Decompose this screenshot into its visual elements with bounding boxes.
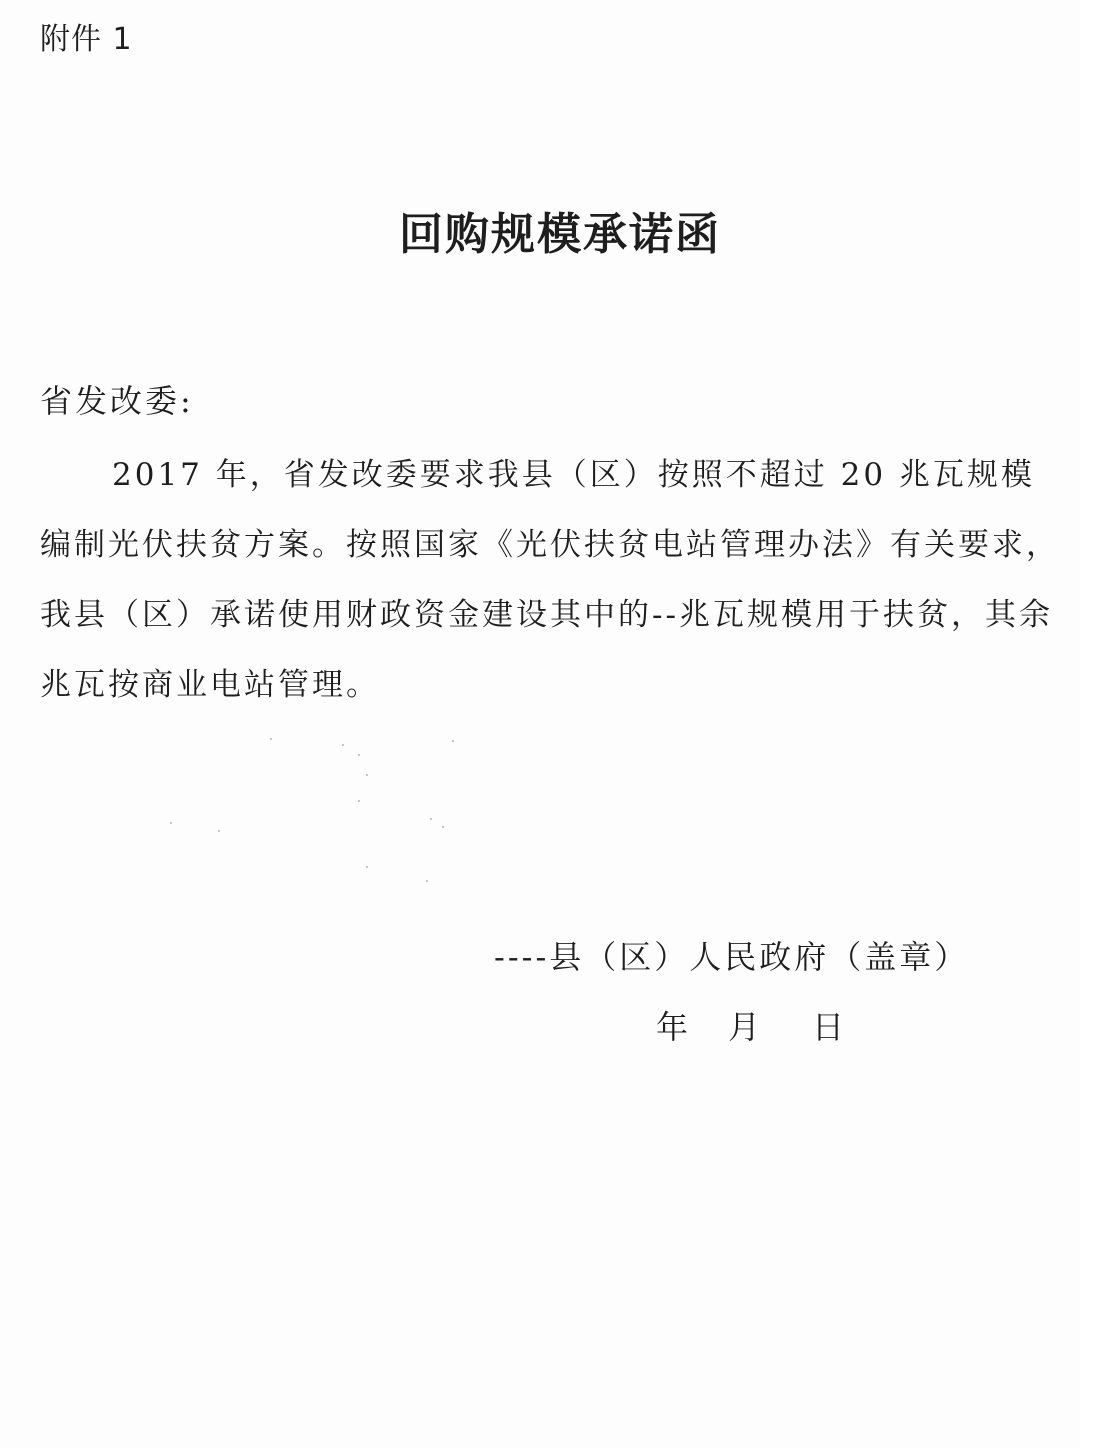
date-line: [656, 1002, 844, 1048]
body-paragraph: 2017 年，省发改委要求我县（区）按照不超过 20 兆瓦规模编制光伏扶贫方案。按照国家《光伏扶贫电站管理办法》有关要求，我县（区）承诺使用财政资金建设其中的--兆瓦规模用于扶贫，其余 兆瓦按商业电站管理。: [40, 457, 1087, 703]
date-year: 年: [656, 1008, 689, 1046]
document-title: 回购规模承诺函: [399, 209, 721, 260]
salutation: 省发改委:: [40, 382, 194, 420]
date-day: 日: [812, 1008, 845, 1046]
attachment-label: 附件 1: [40, 22, 133, 57]
faded-seal-marks: [130, 730, 510, 900]
date-month: 月: [728, 1008, 761, 1046]
signature-line: ----县（区）人民政府（盖章）: [494, 938, 970, 976]
